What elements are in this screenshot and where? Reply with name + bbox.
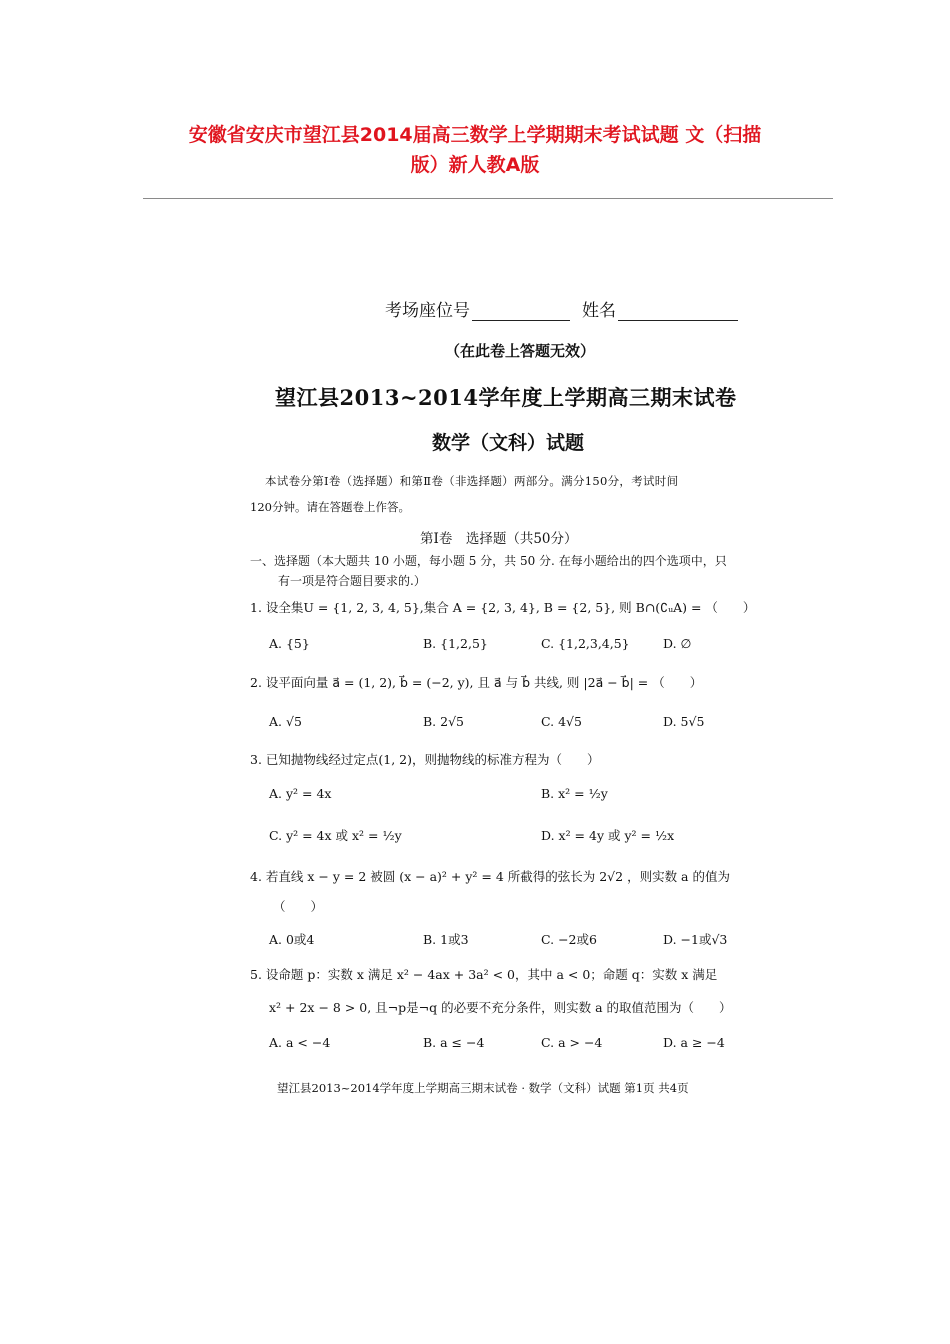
question-2-option-a: A. √5: [269, 714, 302, 729]
name-label: 姓名: [582, 301, 616, 321]
question-5-option-a: A. a < −4: [269, 1035, 331, 1050]
question-2-option-b: B. 2√5: [423, 714, 465, 729]
question-4-option-b: B. 1或3: [423, 932, 469, 947]
document-title-line2: 版）新人教A版: [410, 154, 540, 176]
page-footer: 望江县2013~2014学年度上学期高三期末试卷 · 数学（文科）试题 第1页 共4页: [277, 1081, 689, 1095]
question-1-option-a: A. {5}: [269, 636, 310, 651]
document-title: [60, 120, 890, 180]
question-2-option-d: D. 5√5: [663, 714, 705, 729]
question-5-option-c: C. a > −4: [541, 1035, 603, 1050]
section-title: 第Ⅰ卷 选择题（共50分）: [420, 531, 578, 547]
question-4-option-a: A. 0或4: [269, 932, 315, 947]
question-3-option-a: A. y² = 4x: [269, 786, 332, 801]
name-blank: [618, 302, 738, 321]
question-4-option-c: C. −2或6: [541, 932, 597, 947]
question-5-stem: 5. 设命题 p：实数 x 满足 x² − 4ax + 3a² < 0，其中 a < 0；命题 q：实数 x 满足: [250, 967, 718, 982]
question-1-option-b: B. {1,2,5}: [423, 636, 488, 651]
question-1-stem: 1. 设全集U = {1, 2, 3, 4, 5},集合 A = {2, 3, 4}, B = {2, 5}, 则 B∩(∁ᵤA) = （ ）: [250, 600, 756, 615]
question-2-option-c: C. 4√5: [541, 714, 582, 729]
title-divider: [143, 198, 833, 199]
exam-title: 望江县2013~2014学年度上学期高三期末试卷: [275, 385, 737, 410]
question-4-stem: 4. 若直线 x − y = 2 被圆 (x − a)² + y² = 4 所截得的弦长为 2√2 ，则实数 a 的值为: [250, 869, 730, 884]
question-3-option-b: B. x² = ½y: [541, 786, 608, 801]
question-5-option-b: B. a ≤ −4: [423, 1035, 485, 1050]
question-5-stem-cont: x² + 2x − 8 > 0, 且¬p是¬q 的必要不充分条件，则实数 a 的取值范围为（ ）: [269, 1000, 732, 1015]
intro-line-1: 本试卷分第Ⅰ卷（选择题）和第Ⅱ卷（非选择题）两部分。满分150分，考试时间: [265, 474, 679, 488]
question-1-option-c: C. {1,2,3,4,5}: [541, 636, 630, 651]
question-5-option-d: D. a ≥ −4: [663, 1035, 725, 1050]
question-2-stem: 2. 设平面向量 a⃗ = (1, 2), b⃗ = (−2, y), 且 a⃗ 与 b⃗ 共线, 则 |2a⃗ − b⃗| = （ ）: [250, 675, 703, 690]
question-3-option-d: D. x² = 4y 或 y² = ½x: [541, 828, 675, 843]
invalid-notice: （在此卷上答题无效）: [445, 342, 596, 360]
seat-label: 考场座位号: [385, 301, 470, 321]
document-title-line1: 安徽省安庆市望江县2014届高三数学上学期期末考试试题 文（扫描: [188, 124, 762, 146]
question-3-option-c: C. y² = 4x 或 x² = ½y: [269, 828, 402, 843]
intro-line-2: 120分钟。请在答题卷上作答。: [250, 500, 410, 514]
question-1-option-d: D. ∅: [663, 636, 692, 651]
seat-blank: [472, 302, 570, 321]
seat-name-row: [385, 296, 738, 321]
question-4-stem-cont: （ ）: [273, 899, 324, 914]
scanned-exam-page: [245, 290, 805, 1110]
section-heading-line-2: 有一项是符合题目要求的.）: [278, 574, 426, 588]
question-3-stem: 3. 已知抛物线经过定点(1, 2)，则抛物线的标准方程为（ ）: [250, 752, 600, 767]
section-heading-line-1: 一、选择题（本大题共 10 小题，每小题 5 分，共 50 分. 在每小题给出的四个选项中，只: [250, 554, 727, 568]
question-4-option-d: D. −1或√3: [663, 932, 728, 947]
exam-subject: 数学（文科）试题: [432, 432, 585, 454]
